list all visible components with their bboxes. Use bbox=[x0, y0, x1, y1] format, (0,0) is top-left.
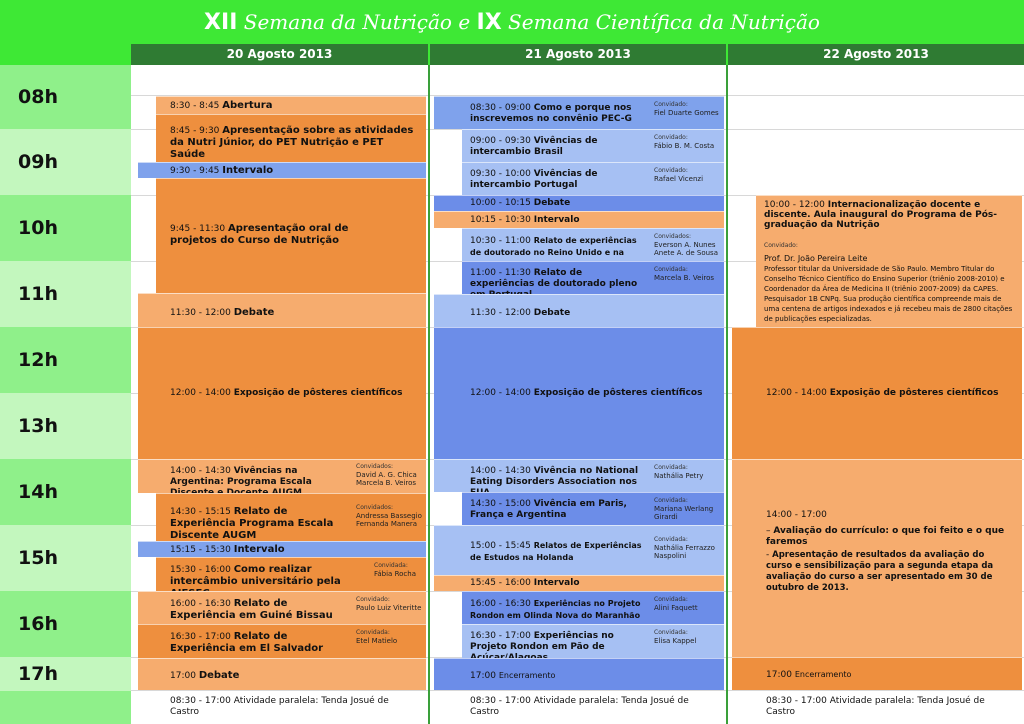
guest-info: Convidada: Nathália Petry bbox=[654, 464, 704, 480]
event-block bbox=[138, 591, 426, 624]
event-text: 8:30 - 8:45 Abertura bbox=[170, 100, 273, 111]
hour-row: 15h bbox=[0, 525, 131, 591]
event-text: 12:00 - 14:00 Exposição de pôsteres científicos bbox=[766, 388, 999, 398]
guest-info: Convidada: Marcela B. Veiros bbox=[654, 266, 715, 282]
guest-info: Convidados: David A. G. Chica Marcela B. Veiros bbox=[356, 463, 417, 487]
event-text: 15:30 - 16:00 Como realizar intercâmbio universitário pela bbox=[170, 564, 341, 587]
event-block bbox=[156, 557, 426, 591]
event-text: 16:00 - 16:30 Experiências no Projeto Rondon em Olinda Nova do Maranhão bbox=[470, 599, 641, 620]
event-block bbox=[138, 162, 426, 178]
column-divider bbox=[428, 65, 430, 724]
parallel-activity: 08:30 - 17:00 Atividade paralela: Tenda Josué de Castro bbox=[766, 696, 985, 717]
event-text: 16:00 - 16:30 Relato de Experiência em Guiné Bissau bbox=[170, 598, 333, 621]
event-text: 10:15 - 10:30 Intervalo bbox=[470, 215, 580, 225]
event-block bbox=[434, 575, 724, 591]
event-text: - Apresentação de resultados da avaliação do curso e sensibilização para a segunda etapa da avaliação do curso a ser apresentado em 30 de outubro de 2013. bbox=[766, 550, 994, 593]
event-text: 11:30 - 12:00 Debate bbox=[470, 308, 571, 318]
event-block bbox=[434, 459, 724, 492]
hour-column bbox=[0, 65, 131, 724]
event-text: – Avaliação do currículo: o que foi feito e o que faremos bbox=[766, 526, 1005, 547]
event-text: 15:45 - 16:00 Intervalo bbox=[470, 578, 580, 588]
event-block bbox=[462, 129, 724, 162]
event-block bbox=[138, 658, 426, 690]
event-text: 17:00 Encerramento bbox=[766, 670, 852, 680]
hour-row: 12h bbox=[0, 327, 131, 393]
event-block bbox=[138, 541, 426, 557]
hour-row: 14h bbox=[0, 459, 131, 525]
guest-info: Convidada: Alini Faquett bbox=[654, 596, 698, 612]
guest-info: Convidada: Etel Matielo bbox=[356, 629, 398, 645]
event-block bbox=[434, 294, 724, 327]
event-block bbox=[462, 261, 724, 294]
event-text: 12:00 - 14:00 Exposição de pôsteres científicos bbox=[470, 388, 703, 398]
event-text: 14:00 - 14:30 Vivências na Argentina: Programa Escala bbox=[170, 466, 312, 487]
hour-row: 08h bbox=[0, 65, 131, 129]
event-text: 14:30 - 15:00 Vivência em Paris, França e Argentina bbox=[470, 499, 627, 520]
event-text: 11:00 - 11:30 Relato de experiências de doutorado pleno bbox=[470, 268, 638, 289]
guest-info: Convidado: Paulo Luiz Viteritte bbox=[356, 596, 422, 612]
event-block bbox=[434, 525, 724, 575]
event-block bbox=[156, 178, 426, 293]
event-block bbox=[156, 493, 426, 541]
guest-info: Convidada: Fábia Rocha bbox=[374, 562, 416, 578]
hour-row: 13h bbox=[0, 393, 131, 459]
event-text: 14:30 - 15:15 Relato de Experiência Programa Escala Discente AUGM bbox=[170, 506, 334, 541]
event-text: 15:15 - 15:30 Intervalo bbox=[170, 544, 285, 555]
event-text: 10:30 - 11:00 Relato de experiências de doutorado no Reino Unido e na bbox=[470, 236, 637, 257]
parallel-activity: 08:30 - 17:00 Atividade paralela: Tenda Josué de Castro bbox=[470, 696, 689, 717]
event-block bbox=[732, 657, 1022, 690]
event-block bbox=[462, 591, 724, 624]
event-block bbox=[756, 195, 1022, 327]
grid-line bbox=[131, 690, 1024, 691]
guest-info: Convidado: Rafael Vicenzi bbox=[654, 167, 704, 183]
hour-row: 11h bbox=[0, 261, 131, 327]
event-text: 12:00 - 14:00 Exposição de pôsteres científicos bbox=[170, 388, 403, 398]
guest-name: Prof. Dr. João Pereira Leite bbox=[764, 254, 868, 263]
event-text: 10:00 - 12:00 Internacionalização docente e discente. Aula inaugural do Programa de Pós-graduação da Nutrição bbox=[764, 200, 997, 230]
event-text: 17:00 Encerramento bbox=[470, 671, 556, 681]
hour-row: 09h bbox=[0, 129, 131, 195]
event-block bbox=[732, 459, 1022, 657]
title-text-1: Semana da Nutrição bbox=[243, 10, 452, 34]
event-text: 10:00 - 10:15 Debate bbox=[470, 198, 571, 208]
event-block bbox=[732, 327, 1022, 459]
hour-row: 17h bbox=[0, 657, 131, 691]
event-block bbox=[462, 162, 724, 195]
column-divider bbox=[726, 65, 728, 724]
title-roman-2: IX bbox=[476, 10, 502, 35]
event-text: 9:45 - 11:30 Apresentação oral de projetos do Curso de Nutrição bbox=[170, 223, 349, 246]
guest-info: Convidado: Fábio B. M. Costa bbox=[654, 134, 715, 150]
event-text: 15:00 - 15:45 Relatos de Experiências de Estudos na Holanda bbox=[470, 541, 642, 562]
event-block bbox=[434, 327, 724, 459]
event-text: 9:30 - 9:45 Intervalo bbox=[170, 165, 274, 176]
day-header-1: 20 Agosto 2013 bbox=[131, 44, 428, 65]
title-conjunction: e bbox=[458, 10, 471, 34]
event-block bbox=[138, 459, 426, 493]
event-block bbox=[138, 327, 426, 459]
event-text: 11:30 - 12:00 Debate bbox=[170, 307, 275, 318]
guest-info: Convidado: bbox=[764, 242, 798, 249]
guest-info: Convidados: Andressa Bassegio Fernanda Manera bbox=[356, 504, 422, 528]
event-block bbox=[156, 96, 426, 114]
event-block bbox=[434, 658, 724, 690]
event-text: 8:45 - 9:30 Apresentação sobre as atividades da Nutri Júnior, do PET Nutrição e PET Saúde bbox=[170, 125, 414, 160]
day-header-3: 22 Agosto 2013 bbox=[728, 44, 1024, 65]
event-text: 17:00 Debate bbox=[170, 670, 240, 681]
event-text: 09:30 - 10:00 Vivências de intercambio Portugal bbox=[470, 169, 598, 190]
event-block bbox=[434, 195, 724, 211]
event-text: 16:30 - 17:00 Experiências no Projeto Rondon em Pão de bbox=[470, 631, 614, 652]
event-block bbox=[462, 492, 724, 525]
event-block bbox=[434, 96, 724, 129]
event-text: 09:00 - 09:30 Vivências de intercambio Brasil bbox=[470, 136, 598, 157]
event-block bbox=[462, 228, 724, 261]
guest-bio: Professor titular da Universidade de São Paulo. Membro Titular do Conselho Técnico Científico do Ensino Superior (triênio 2008-2010) e Coordenador da Área de Medicina II (triênio 2007-2009) da CAPES. Pesquisador 1B CNPq. Sua produção científica compreende mais de uma centena de artigos indexados e já recebeu mais de 2800 citações de publicações especializadas. bbox=[764, 265, 1013, 323]
event-block bbox=[156, 114, 426, 162]
event-block bbox=[434, 211, 724, 228]
event-text: 16:30 - 17:00 Relato de Experiência em El Salvador bbox=[170, 631, 324, 654]
title-text-2: Semana Científica da Nutrição bbox=[508, 10, 820, 34]
title-roman-1: XII bbox=[204, 10, 238, 35]
event-block bbox=[138, 293, 426, 327]
event-block bbox=[138, 624, 426, 658]
hour-row-filler bbox=[0, 691, 131, 724]
event-time: 14:00 - 17:00 bbox=[766, 510, 827, 520]
event-text: 14:00 - 14:30 Vivência no National Eating Disorders Association nos bbox=[470, 466, 639, 487]
guest-info: Convidada: Mariana Werlang Girardi bbox=[654, 497, 714, 521]
hour-row: 16h bbox=[0, 591, 131, 657]
day-header-2: 21 Agosto 2013 bbox=[430, 44, 726, 65]
hour-row: 10h bbox=[0, 195, 131, 261]
parallel-activity: 08:30 - 17:00 Atividade paralela: Tenda Josué de Castro bbox=[170, 696, 389, 717]
guest-info: Convidada: Elisa Kappel bbox=[654, 629, 697, 645]
guest-info: Convidada: Nathália Ferrazzo Naspolini bbox=[654, 536, 715, 560]
event-block bbox=[462, 624, 724, 658]
guest-info: Convidado: Fiel Duarte Gomes bbox=[654, 101, 719, 117]
page-title bbox=[0, 0, 1024, 44]
event-text: 08:30 - 09:00 Como e porque nos inscrevemos no convênio PEC-G bbox=[470, 103, 632, 124]
guest-info: Convidados: Everson A. Nunes Anete A. de Sousa bbox=[654, 233, 718, 257]
